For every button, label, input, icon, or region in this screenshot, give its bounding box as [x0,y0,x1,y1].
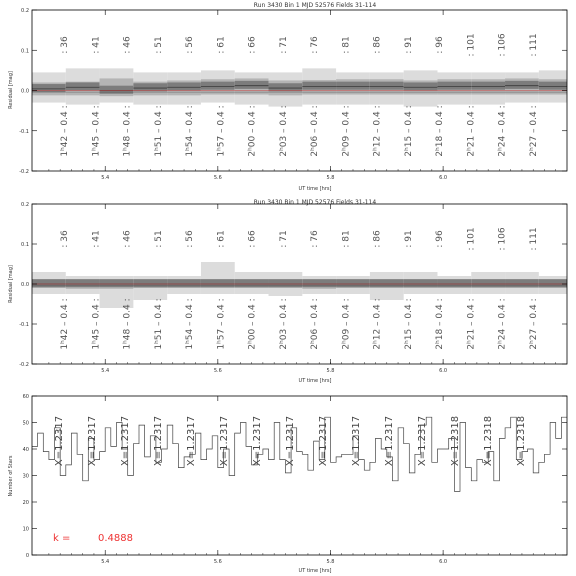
x-tick-label: 5.4 [101,368,110,374]
airmass-label: X=1.2317 [219,415,230,467]
core-band [201,279,235,287]
y-tick-label: -0.1 [19,322,29,328]
core-band [404,82,438,90]
core-band [100,279,134,287]
field-time-label: 2ʰ21 – 0.4 : [466,298,477,350]
airmass-label: X=1.2317 [54,415,65,467]
field-time-label: 1ʰ48 – 0.4 : [122,105,133,157]
field-number-label: : 91 [403,230,414,248]
core-band [66,82,100,90]
field-number-label: : 61 [216,36,227,54]
field-time-label: 2ʰ00 – 0.4 : [247,105,258,157]
core-band [539,82,567,90]
x-tick-label: 6.0 [439,559,448,565]
y-axis-label: Residual [mag] [8,71,14,109]
airmass-label: X=1.2317 [120,415,131,467]
core-band [336,279,370,287]
field-number-label: : 61 [216,230,227,248]
airmass-label: X=1.2317 [318,415,329,467]
x-tick-label: 5.6 [213,559,222,565]
field-time-label: 1ʰ57 – 0.4 : [216,298,227,350]
y-tick-label: 0.1 [21,242,29,248]
plot-area [19,8,567,181]
y-axis-label: Number of Stars [8,455,14,497]
field-time-label: 2ʰ03 – 0.4 : [278,298,289,350]
core-band [437,82,471,90]
core-band [370,279,404,287]
y-tick-label: 60 [22,394,29,400]
field-time-label: 2ʰ21 – 0.4 : [466,105,477,157]
panel-residual-middle [8,199,567,384]
airmass-label: X=1.2318 [483,415,494,467]
field-number-label: : 46 [122,230,133,248]
field-time-label: 1ʰ48 – 0.4 : [122,298,133,350]
y-tick-label: 10 [22,526,29,533]
airmass-label: X=1.2317 [384,415,395,467]
field-time-label: 2ʰ00 – 0.4 : [247,298,258,350]
field-number-label: : 106 [497,227,508,251]
x-axis-label: UT time [hrs] [298,568,332,574]
k-value: 0.4888 [98,533,133,544]
field-number-label: : 36 [60,36,70,54]
core-band [370,82,404,90]
x-axis-label: UT time [hrs] [298,378,332,384]
field-number-label: : 101 [466,227,477,251]
core-band [471,82,505,90]
core-band [269,83,303,91]
field-number-label: : 41 [91,36,102,54]
field-time-label: 1ʰ51 – 0.4 : [153,298,164,350]
core-band [505,279,539,287]
core-band [404,279,438,287]
field-time-label: 2ʰ03 – 0.4 : [278,105,289,157]
y-tick-label: 0.0 [21,88,29,95]
field-time-label: 1ʰ42 – 0.4 : [60,105,70,157]
y-tick-label: 0.2 [21,202,29,208]
core-band [66,279,100,287]
core-band [167,82,201,90]
field-time-label: 2ʰ06 – 0.4 : [310,105,320,157]
field-number-label: : 81 [341,36,352,54]
field-time-label: 1ʰ42 – 0.4 : [60,298,70,350]
x-axis-label: UT time [hrs] [298,186,332,192]
y-tick-label: 50 [22,420,29,427]
field-time-label: 2ʰ09 – 0.4 : [341,298,352,350]
core-band [269,279,303,287]
field-number-label: : 51 [153,36,164,54]
y-tick-label: 40 [22,447,29,453]
core-band [201,82,235,90]
field-number-label: : 71 [278,36,289,54]
field-number-label: : 56 [185,36,195,54]
field-time-label: 1ʰ51 – 0.4 : [153,105,164,157]
airmass-label: X=1.2318 [450,415,461,467]
field-number-label: : 66 [247,36,258,54]
field-number-label: : 56 [185,230,195,248]
k-label: k = [53,533,71,544]
core-band [133,83,167,91]
field-time-label: 1ʰ54 – 0.4 : [185,298,195,350]
core-band [302,279,336,287]
x-tick-label: 6.0 [439,175,448,181]
field-number-label: : 96 [435,230,445,248]
field-time-label: 2ʰ15 – 0.4 : [403,105,414,157]
field-number-label: : 76 [310,36,320,54]
panel-star-count [8,394,567,574]
y-tick-label: 20 [22,500,29,506]
field-number-label: : 71 [278,230,289,248]
airmass-label: X=1.2317 [87,415,98,467]
field-number-label: : 36 [60,230,70,248]
core-band [32,84,66,92]
field-time-label: 1ʰ45 – 0.4 : [91,298,102,350]
field-number-label: : 101 [466,33,477,57]
field-time-label: 2ʰ27 – 0.4 : [528,105,539,157]
airmass-label: X=1.2317 [186,415,197,467]
field-number-label: : 86 [372,230,383,248]
y-tick-label: -0.2 [19,362,29,368]
airmass-label: X=1.2317 [417,415,428,467]
field-time-label: 1ʰ54 – 0.4 : [185,105,195,157]
panel-title: Run 3430 Bin 1 MJD 52576 Fields 31-114 [253,2,377,9]
field-time-label: 2ʰ06 – 0.4 : [310,298,320,350]
x-tick-label: 5.8 [326,559,335,565]
y-tick-label: -0.1 [19,128,29,135]
field-number-label: : 91 [403,36,414,54]
core-band [133,279,167,287]
field-time-label: 1ʰ45 – 0.4 : [91,105,102,157]
airmass-label: X=1.2317 [153,415,164,467]
core-band [336,82,370,90]
field-number-label: : 96 [435,36,445,54]
core-band [437,279,471,287]
panel-title: Run 3430 Bin 1 MJD 52576 Fields 31-114 [253,199,377,206]
field-time-label: 2ʰ27 – 0.4 : [528,298,539,350]
field-time-label: 1ʰ57 – 0.4 : [216,105,227,157]
core-band [471,279,505,287]
panel-residual-top [8,2,567,192]
outer-band [201,262,235,294]
field-time-label: 2ʰ12 – 0.4 : [372,105,383,157]
plot-area [19,202,567,374]
x-tick-label: 5.4 [101,175,110,181]
field-number-label: : 51 [153,230,164,248]
field-number-label: : 41 [91,230,102,248]
y-tick-label: 0.0 [21,282,29,288]
field-number-label: : 106 [497,33,508,57]
field-number-label: : 81 [341,230,352,248]
airmass-label: X=1.2317 [351,415,362,467]
core-band [235,81,269,89]
field-time-label: 2ʰ24 – 0.4 : [497,298,508,350]
y-tick-label: -0.2 [19,169,29,175]
x-tick-label: 5.6 [213,175,222,181]
core-band [167,279,201,287]
y-axis-label: Residual [mag] [8,265,14,303]
field-number-label: : 66 [247,230,258,248]
core-band [100,86,134,94]
core-band [235,279,269,287]
core-band [302,82,336,90]
field-time-label: 2ʰ12 – 0.4 : [372,298,383,350]
field-number-label: : 111 [528,33,539,57]
airmass-label: X=1.2317 [252,415,263,467]
field-number-label: : 111 [528,227,539,251]
airmass-label: X=1.2317 [285,415,296,467]
y-tick-label: 0 [25,553,29,559]
x-tick-label: 5.6 [213,368,222,374]
field-number-label: : 46 [122,36,133,54]
field-time-label: 2ʰ09 – 0.4 : [341,105,352,157]
y-tick-label: 30 [22,473,29,480]
x-tick-label: 5.8 [326,175,335,181]
y-tick-label: 0.1 [21,48,29,55]
core-band [539,279,567,287]
x-tick-label: 5.8 [326,368,335,374]
y-tick-label: 0.2 [21,8,29,14]
field-time-label: 2ʰ18 – 0.4 : [435,105,445,157]
field-number-label: : 86 [372,36,383,54]
x-tick-label: 6.0 [439,368,448,374]
airmass-label: X=1.2318 [516,415,527,467]
field-time-label: 2ʰ24 – 0.4 : [497,105,508,157]
core-band [32,279,66,287]
field-time-label: 2ʰ15 – 0.4 : [403,298,414,350]
field-time-label: 2ʰ18 – 0.4 : [435,298,445,350]
x-tick-label: 5.4 [101,559,110,565]
field-number-label: : 76 [310,230,320,248]
core-band [505,81,539,89]
